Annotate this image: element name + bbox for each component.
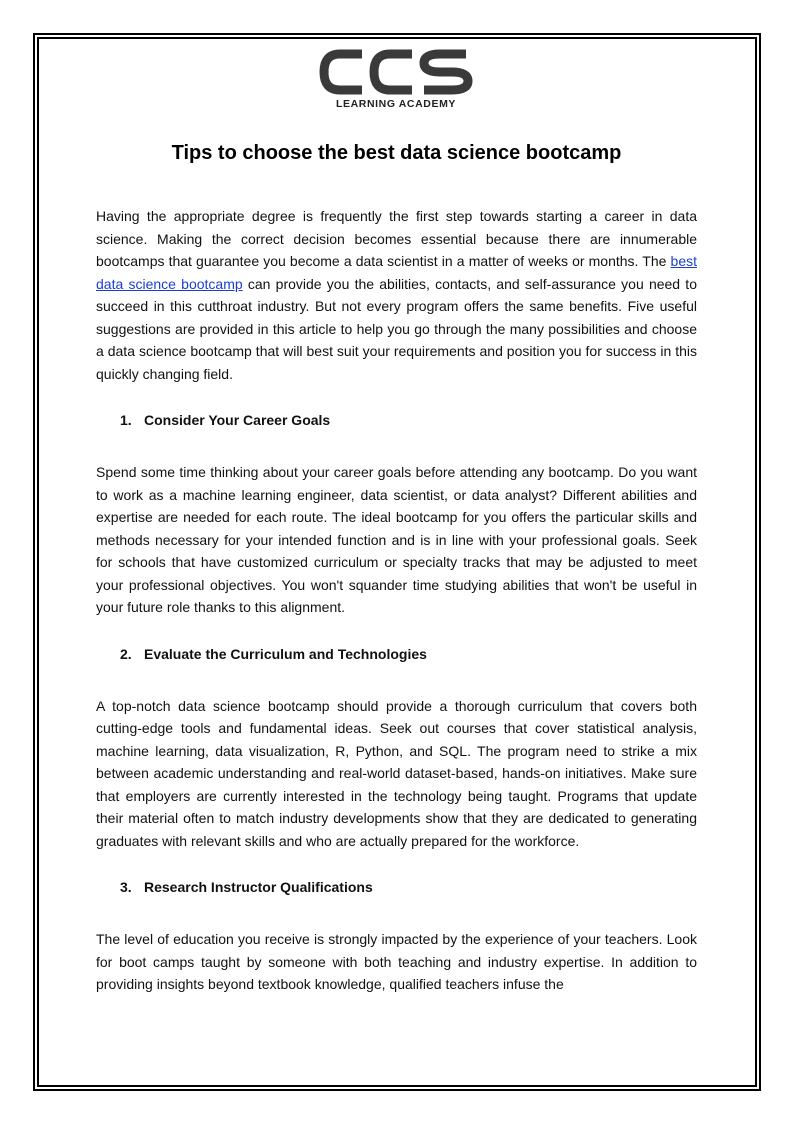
intro-text-before: Having the appropriate degree is frequently the first step towards starting a career in data science. Making the correct decision becomes essential because there are innumerable bootcamps that guarantee you become a data scientist in a matter of weeks or months. The [96, 208, 697, 269]
page-title: Tips to choose the best data science bootcamp [171, 142, 622, 164]
ccs-logo [316, 48, 476, 114]
section-heading-curriculum [96, 643, 697, 665]
section-heading-instructors [96, 876, 697, 898]
bootcamp-link[interactable]: best data science bootcamp [96, 253, 697, 292]
section-number: 2. [120, 645, 132, 662]
section-body-career-goals: Spend some time thinking about your career goals before attending any bootcamp. Do you want to work as a machine learning engineer, data scientist, or data analyst? Different abilities and expertise are needed for each route. The ideal bootcamp for you offers the particular skills and methods necessary for your intended function and is in line with your professional goals. Seek for schools that have customized curriculum or specialty tracks that may be adjusted to meet your professional objectives. You won't squander time studying abilities that won't be useful in your future role thanks to this alignment. [96, 464, 697, 615]
logo-subtitle: LEARNING ACADEMY [335, 98, 457, 110]
section-body-curriculum: A top-notch data science bootcamp should provide a thorough curriculum that covers both cutting-edge tools and fundamental ideas. Seek out courses that cover statistical analysis, machine learning, data visualization, R, Python, and SQL. The program need to strike a mix between academic understanding and real-world dataset-based, hands-on initiatives. Make sure that employers are currently interested in the technology being taught. Programs that update their material often to match industry developments show that they are dedicated to generating graduates with relevant skills and who are actually prepared for the workforce. [96, 697, 697, 849]
article-content [96, 142, 697, 1020]
intro-paragraph [96, 205, 697, 385]
section-number: 3. [120, 879, 132, 895]
section-number: 1. [120, 412, 132, 428]
section-heading-career-goals [96, 409, 697, 431]
section-heading-text: Evaluate the Curriculum and Technologies [144, 645, 427, 662]
section-heading-text: Consider Your Career Goals [144, 412, 331, 428]
section-body-instructors: The level of education you receive is strongly impacted by the experience of your teachers. Look for boot camps taught by someone with both teaching and industry expertise. In addition to providing insights beyond textbook knowledge, qualified teachers infuse the [96, 931, 697, 992]
intro-text-after: can provide you the abilities, contacts, and self-assurance you need to succeed in this cutthroat industry. But not every program offers the same benefits. Five useful suggestions are provided in this article to help you go through the many possibilities and choose a data science bootcamp that will best suit your requirements and position you for success in this quickly changing field. [96, 275, 697, 382]
section-heading-text: Research Instructor Qualifications [144, 879, 373, 895]
ccs-logo-mark [316, 48, 476, 96]
